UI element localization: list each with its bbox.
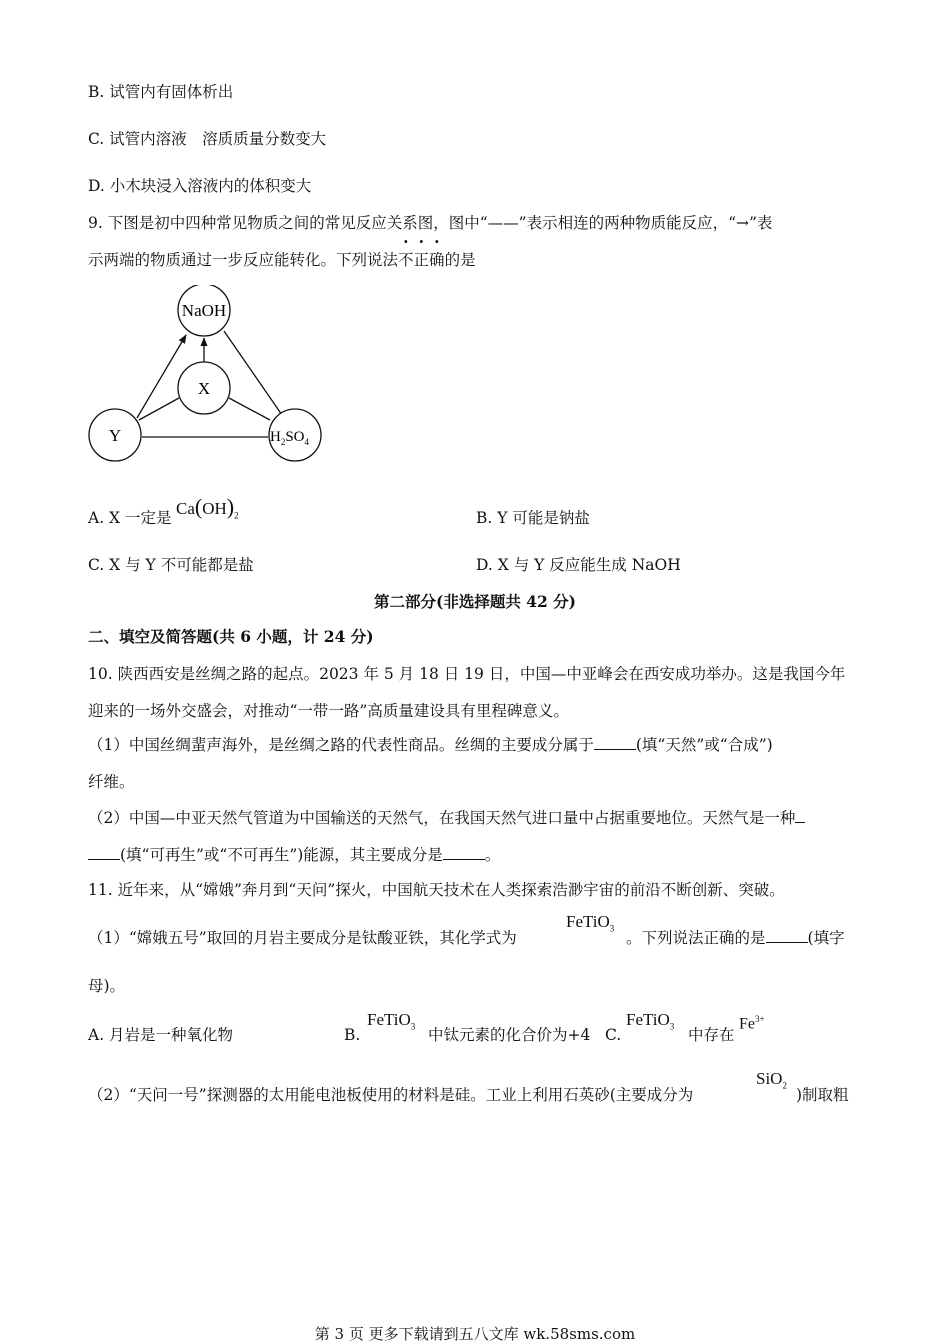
q9-stem-line1: 9. 下图是初中四种常见物质之间的常见反应关系图，图中“——”表示相连的两种物质能反应，“→”表: [88, 214, 773, 232]
q8-option-b: B. 试管内有固体析出: [88, 83, 234, 101]
part2-title: 第二部分(非选择题共 42 分): [373, 592, 577, 611]
arrow-y-to-naoh: [137, 335, 186, 418]
q10-part2-line2: (填“可再生”或“不可再生”)能源，其主要成分是 。: [88, 844, 500, 866]
formula-fetio3-b: FeTiO$_3$: [367, 1010, 416, 1032]
label-naoh: NaOH: [181, 301, 227, 320]
q9-stem-line2: 示两端的物质通过一步反应能转化。下列说法不正确的是: [88, 251, 476, 269]
q11-option-b-text: 中钛元素的化合价为+4: [428, 1026, 591, 1044]
answer-blank[interactable]: [795, 808, 805, 823]
q8-option-d: D. 小木块浸入溶液内的体积变大: [88, 177, 312, 195]
q11-part1-line1: （1）“嫦娥五号”取回的月岩主要成分是钛酸亚铁，其化学式为: [88, 929, 517, 947]
line-naoh-h2so4: [224, 331, 282, 415]
label-h2so4: $H_2SO_4$: [270, 429, 310, 447]
label-y: Y: [108, 426, 122, 445]
formula-caoh2: $Ca(OH)_2$: [176, 494, 239, 521]
q10-part2-line1: （2）中国—中亚天然气管道为中国输送的天然气，在我国天然气进口量中占据重要地位。天然气是一种: [88, 807, 805, 829]
formula-fe3plus: $Fe^{3+}$: [739, 1014, 765, 1033]
q9-option-b: B. Y 可能是钠盐: [476, 509, 590, 527]
line-y-x: [139, 398, 179, 420]
q11-part2-line1: （2）“天问一号”探测器的太用能电池板使用的材料是硅。工业上利用石英砂(主要成分为: [88, 1086, 694, 1104]
formula-fetio3: FeTiO$_3$: [566, 912, 615, 934]
q10-stem-line1: 10. 陕西西安是丝绸之路的起点。2023 年 5 月 18 日 19 日，中国—中亚峰会在西安成功举办。这是我国今年: [88, 665, 846, 683]
q10-part1-line1: （1）中国丝绸蜚声海外，是丝绸之路的代表性商品。丝绸的主要成分属于 (填“天然”或“合成”): [88, 736, 773, 754]
q11-stem: 11. 近年来，从“嫦娥”奔月到“天问”探火，中国航天技术在人类探索浩渺宇宙的前沿不断创新、突破。: [88, 881, 785, 899]
emphasis-char: 确: [429, 251, 445, 269]
q11-part2-after: )制取粗: [796, 1086, 849, 1104]
q10-stem-line2: 迎来的一场外交盛会，对推动“一带一路”高质量建设具有里程碑意义。: [88, 702, 569, 720]
q11-part1-line2: 母)。: [88, 977, 126, 995]
formula-fetio3-c: FeTiO$_3$: [626, 1010, 675, 1032]
page-footer: 第 3 页 更多下载请到五八文库 wk.58sms.com: [314, 1325, 636, 1343]
q11-option-c-prefix: C.: [605, 1026, 622, 1044]
q11-option-b-prefix: B.: [344, 1026, 361, 1044]
formula-sio2: SiO$_2$: [756, 1069, 787, 1091]
answer-blank[interactable]: [766, 928, 808, 943]
line-x-h2so4: [229, 398, 270, 420]
emphasis-char: 正: [413, 251, 430, 269]
q9-option-d: D. X 与 Y 反应能生成 NaOH: [476, 556, 681, 574]
q11-option-c-text: 中存在: [688, 1026, 735, 1044]
answer-blank[interactable]: [443, 845, 485, 860]
label-x: X: [197, 379, 211, 398]
emphasis-char: 不: [398, 251, 414, 269]
answer-blank[interactable]: [594, 735, 636, 750]
q11-part1-after: 。下列说法正确的是 (填字: [626, 929, 845, 947]
q8-option-c: C. 试管内溶液 溶质质量分数变大: [88, 130, 327, 148]
answer-blank[interactable]: [88, 845, 98, 860]
answer-blank[interactable]: [98, 845, 120, 860]
q9-option-a: A. X 一定是: [88, 509, 172, 527]
q9-option-c: C. X 与 Y 不可能都是盐: [88, 556, 254, 574]
section-title: 二、填空及简答题(共 6 小题，计 24 分): [88, 627, 374, 646]
reaction-diagram: [85, 285, 335, 470]
q11-option-a: A. 月岩是一种氧化物: [88, 1026, 234, 1044]
q10-part1-line2: 纤维。: [88, 773, 135, 791]
